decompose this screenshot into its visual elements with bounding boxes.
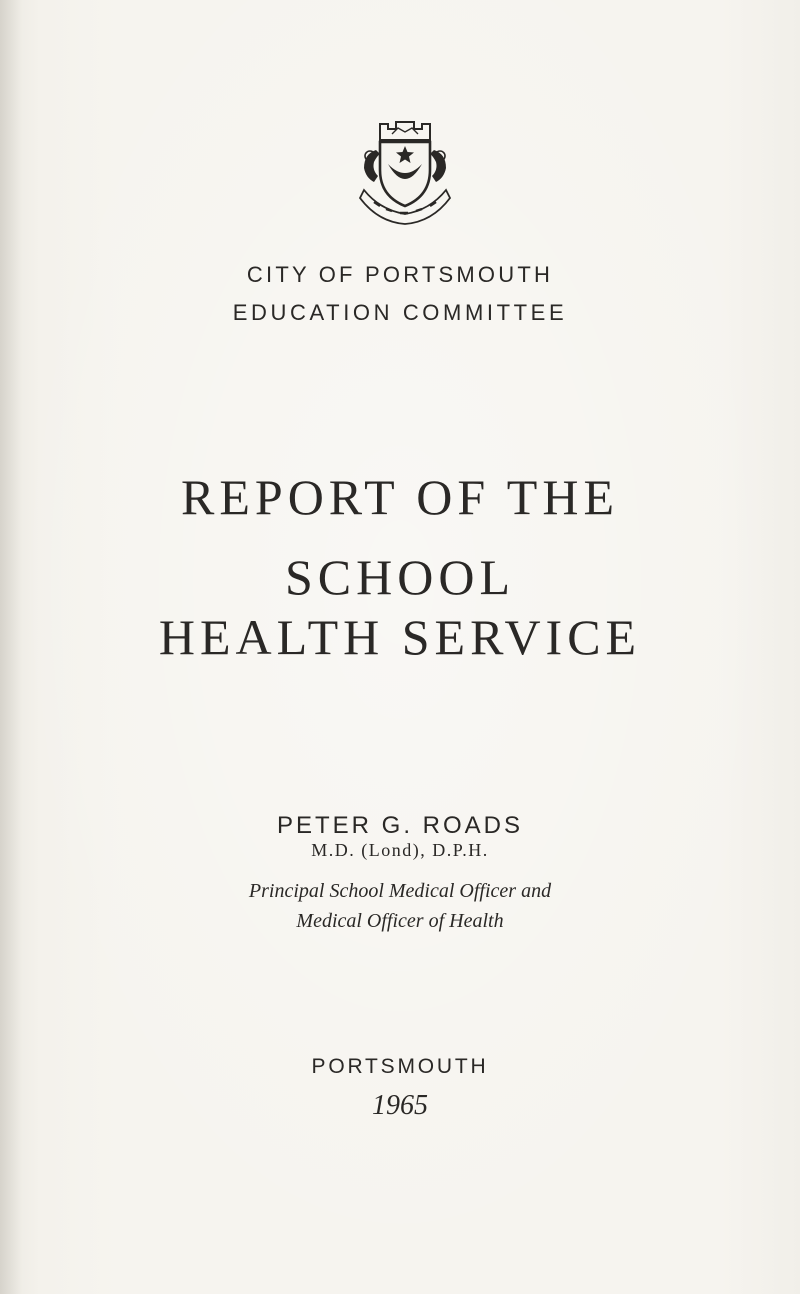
report-title-line-2: SCHOOL — [284, 549, 516, 605]
report-title-line-3: HEALTH SERVICE — [158, 609, 642, 665]
portsmouth-crest-icon — [350, 110, 460, 225]
author-role-line-2: Medical Officer of Health — [296, 910, 504, 932]
committee-name: EDUCATION COMMITTEE — [232, 300, 568, 325]
report-title-line-1: REPORT OF THE — [181, 469, 619, 525]
author-degrees: M.D. (Lond), D.P.H. — [311, 840, 489, 860]
city-name: CITY OF PORTSMOUTH — [246, 262, 554, 287]
imprint-place: PORTSMOUTH — [311, 1055, 489, 1078]
author-name: PETER G. ROADS — [276, 812, 524, 839]
author-role-line-1: Principal School Medical Officer and — [248, 880, 552, 902]
imprint-year: 1965 — [372, 1090, 428, 1121]
